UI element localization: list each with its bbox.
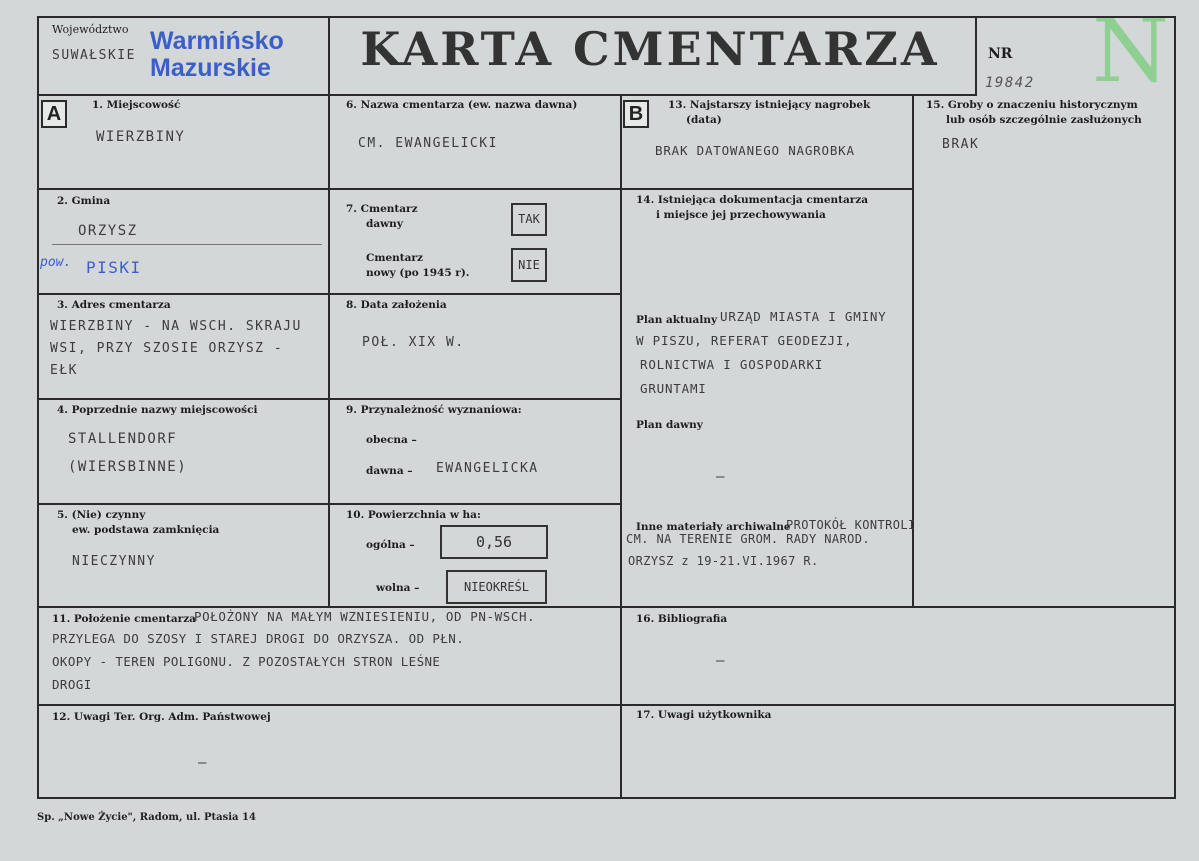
field-14-label-1: 14. Istniejąca dokumentacja cmentarza bbox=[636, 194, 869, 206]
field-3-line-1: WIERZBINY - NA WSCH. SKRAJU bbox=[50, 319, 302, 334]
printer-imprint: Sp. „Nowe Życie", Radom, ul. Ptasia 14 bbox=[37, 812, 256, 823]
field-6-value: CM. EWANGELICKI bbox=[358, 136, 498, 151]
field-2-divider bbox=[52, 244, 322, 245]
field-15-label-1: 15. Groby o znaczeniu historycznym bbox=[926, 99, 1138, 111]
field-3-line-3: EŁK bbox=[50, 363, 78, 378]
free-area-box: NIEOKREŚL bbox=[446, 570, 547, 604]
field-11-line-1: POŁOŻONY NA MAŁYM WZNIESIENIU, OD PN-WSCH. bbox=[194, 609, 536, 624]
plan-current-line-4: GRUNTAMI bbox=[640, 381, 707, 396]
category-letter: N bbox=[1092, 0, 1169, 102]
field-17-label: 17. Uwagi użytkownika bbox=[636, 709, 772, 721]
field-6-label: 6. Nazwa cmentarza (ew. nazwa dawna) bbox=[346, 99, 578, 111]
field-9-current-label: obecna – bbox=[366, 434, 417, 446]
field-11-line-3: OKOPY - TEREN POLIGONU. Z POZOSTAŁYCH STRON LEŚNE bbox=[52, 654, 441, 669]
field-9-former-value: EWANGELICKA bbox=[436, 461, 539, 476]
plan-old-label: Plan dawny bbox=[636, 419, 703, 431]
plan-current-line-1: URZĄD MIASTA I GMINY bbox=[720, 309, 887, 324]
section-a-marker: A bbox=[41, 100, 67, 128]
field-8-label: 8. Data założenia bbox=[346, 299, 447, 311]
field-1-label: 1. Miejscowość bbox=[92, 99, 181, 111]
new-cemetery-box: NIE bbox=[511, 248, 547, 282]
nr-label: NR bbox=[988, 46, 1013, 62]
field-3-label: 3. Adres cmentarza bbox=[57, 299, 171, 311]
county-label: pow. bbox=[40, 255, 72, 270]
field-11-label: 11. Położenie cmentarza bbox=[52, 613, 196, 625]
field-2-value: ORZYSZ bbox=[78, 223, 138, 239]
field-5-label-2: ew. podstawa zamknięcia bbox=[72, 524, 220, 536]
field-10-free-label: wolna – bbox=[376, 582, 420, 594]
section-b-marker: B bbox=[623, 100, 649, 128]
title-cell bbox=[328, 16, 977, 96]
field-16-label: 16. Bibliografia bbox=[636, 613, 728, 625]
voivodeship-label: Województwo bbox=[52, 23, 129, 36]
field-14-label-2: i miejsce jej przechowywania bbox=[656, 209, 826, 221]
field-7-label-3: Cmentarz bbox=[366, 252, 423, 264]
stamp-line-1: Warmińsko bbox=[150, 27, 284, 55]
field-4-line-1: STALLENDORF bbox=[68, 431, 178, 447]
field-12-value: – bbox=[198, 755, 208, 771]
card-title: KARTA CMENTARZA bbox=[360, 22, 940, 76]
field-15-label-2: lub osób szczególnie zasłużonych bbox=[946, 114, 1142, 126]
field-13-label-2: (data) bbox=[686, 114, 722, 126]
voivodeship-value: SUWAŁSKIE bbox=[52, 48, 136, 63]
plan-current-line-3: ROLNICTWA I GOSPODARKI bbox=[640, 357, 824, 372]
plan-old-value: – bbox=[716, 469, 726, 485]
field-3-line-2: WSI, PRZY SZOSIE ORZYSZ - bbox=[50, 341, 284, 356]
field-4-line-2: (WIERSBINNE) bbox=[68, 459, 188, 475]
field-8-value: POŁ. XIX W. bbox=[362, 335, 465, 350]
field-10-total-label: ogólna – bbox=[366, 539, 415, 551]
stamp-line-2: Mazurskie bbox=[150, 54, 271, 82]
voivodeship-cell bbox=[37, 16, 330, 96]
field-9-label: 9. Przynależność wyznaniowa: bbox=[346, 404, 522, 416]
field-13-value: BRAK DATOWANEGO NAGROBKA bbox=[655, 143, 855, 158]
field-11-line-2: PRZYLEGA DO SZOSY I STAREJ DROGI DO ORZYSZA. OD PŁN. bbox=[52, 631, 465, 646]
field-1-value: WIERZBINY bbox=[96, 129, 186, 145]
nr-value: 19842 bbox=[985, 75, 1035, 91]
plan-current-line-2: W PISZU, REFERAT GEODEZJI, bbox=[636, 333, 853, 348]
old-cemetery-box: TAK bbox=[511, 203, 547, 236]
field-7-label-4: nowy (po 1945 r). bbox=[366, 267, 470, 279]
other-archive-label: Inne materiały archiwalne bbox=[636, 521, 791, 533]
field-11-line-4: DROGI bbox=[52, 677, 92, 692]
other-archive-line-1: PROTOKÓŁ KONTROLI bbox=[786, 518, 916, 532]
field-15-cell bbox=[912, 94, 1176, 608]
total-area-box: 0,56 bbox=[440, 525, 548, 559]
field-10-label: 10. Powierzchnia w ha: bbox=[346, 509, 481, 521]
plan-current-label: Plan aktualny bbox=[636, 314, 718, 326]
field-13-label-1: 13. Najstarszy istniejący nagrobek bbox=[668, 99, 871, 111]
field-2-label: 2. Gmina bbox=[57, 195, 111, 207]
other-archive-line-3: ORZYSZ z 19-21.VI.1967 R. bbox=[628, 554, 819, 568]
field-7-label-2: dawny bbox=[366, 218, 403, 230]
other-archive-line-2: CM. NA TERENIE GROM. RADY NAROD. bbox=[626, 532, 870, 546]
field-5-label-1: 5. (Nie) czynny bbox=[57, 509, 146, 521]
field-4-label: 4. Poprzednie nazwy miejscowości bbox=[57, 404, 258, 416]
field-15-value: BRAK bbox=[942, 137, 980, 152]
field-9-former-label: dawna – bbox=[366, 465, 413, 477]
field-12-label: 12. Uwagi Ter. Org. Adm. Państwowej bbox=[52, 711, 271, 723]
county-value: PISKI bbox=[86, 258, 142, 277]
field-16-value: – bbox=[716, 653, 726, 669]
field-5-value: NIECZYNNY bbox=[72, 554, 156, 569]
field-7-label-1: 7. Cmentarz bbox=[346, 203, 418, 215]
